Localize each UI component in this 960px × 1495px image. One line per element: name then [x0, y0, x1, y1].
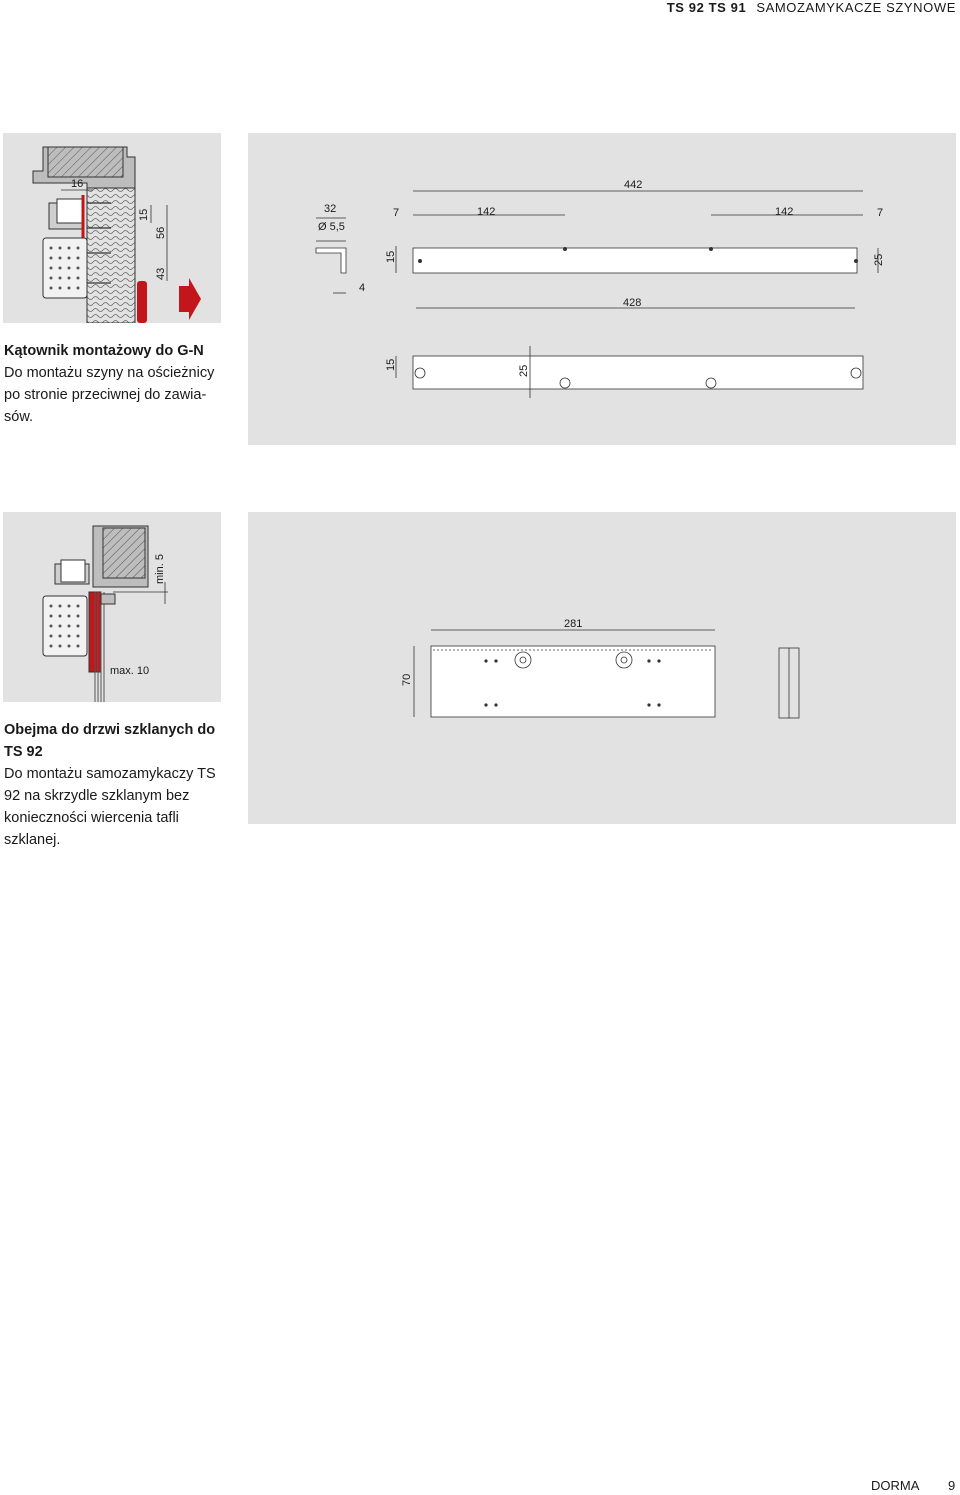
dim-15-lower: 15 [385, 358, 397, 371]
section2-title: Obejma do drzwi szklanych do TS 92 [4, 722, 216, 760]
dim-142-right: 142 [775, 206, 794, 218]
dim-142-left: 142 [477, 206, 496, 218]
mounting-angle-dimension-drawing [248, 133, 956, 445]
section2-caption [4, 719, 229, 851]
dim-428: 428 [623, 297, 642, 309]
dim-7-right: 7 [877, 207, 884, 219]
section2-body: Do montażu samozamykaczy TS 92 na skrzydle szklanym bez konieczności wiercenia tafli szklanej. [4, 766, 216, 848]
glass-clamp-drawing-panel [248, 512, 956, 824]
dim-hole-diameter: Ø 5,5 [318, 221, 345, 233]
page-header [667, 0, 956, 15]
detail-dim-56: 56 [155, 226, 167, 239]
footer-brand: DORMA [871, 1478, 920, 1493]
dim-25-lower: 25 [518, 364, 530, 377]
glass-clamp-detail-drawing [3, 512, 221, 702]
dim-7-left: 7 [393, 207, 400, 219]
detail-dim-max: max. 10 [110, 665, 150, 677]
detail-dim-15: 15 [138, 208, 150, 221]
dim-442: 442 [624, 179, 643, 191]
header-section: SAMOZAMYKACZE SZYNOWE [756, 0, 956, 15]
mounting-angle-detail-drawing [3, 133, 221, 323]
dim-281: 281 [564, 618, 583, 630]
dim-15: 15 [385, 250, 397, 263]
mounting-angle-drawing-panel [248, 133, 956, 445]
detail-dim-16: 16 [71, 178, 84, 190]
mounting-detail-panel [3, 133, 221, 323]
dim-25: 25 [873, 253, 885, 266]
dim-70: 70 [401, 673, 413, 686]
detail-dim-min: min. 5 [154, 554, 166, 584]
detail-dim-43: 43 [155, 267, 167, 280]
dim-32: 32 [324, 203, 337, 215]
section1-caption [4, 340, 229, 428]
section1-title: Kątownik montażowy do G-N [4, 343, 204, 359]
section1-body: Do montażu szyny na ościeżnicy po stronie przeciwnej do zawia-sów. [4, 365, 215, 425]
dim-4: 4 [359, 282, 366, 294]
glass-clamp-detail-panel [3, 512, 221, 702]
glass-clamp-dimension-drawing [248, 512, 956, 824]
header-product: TS 92 TS 91 [666, 0, 747, 15]
page-number: 9 [948, 1478, 956, 1493]
